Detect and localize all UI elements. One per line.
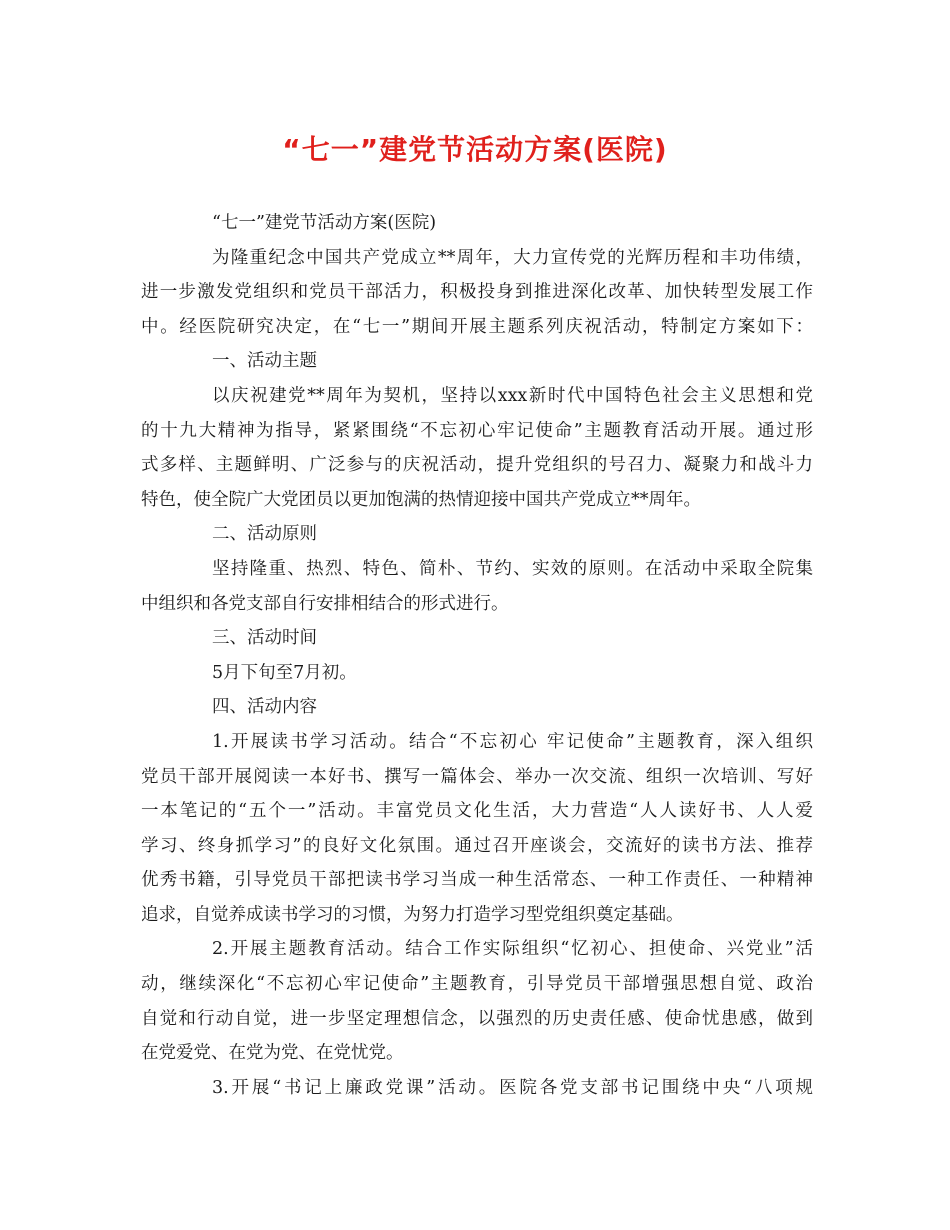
text-line: 追求，自觉养成读书学习的习惯，为努力打造学习型党组织奠定基础。 [141, 904, 684, 925]
text-line: 式多样、主题鲜明、广泛参与的庆祝活动，提升党组织的号召力、凝聚力和战斗力 [141, 455, 813, 476]
document-title: “七一”建党节活动方案(医院) [282, 133, 668, 166]
text-line: 为隆重纪念中国共产党成立**周年，大力宣传党的光辉历程和丰功伟绩， [212, 247, 813, 268]
text-line: 2.开展主题教育活动。结合工作实际组织“忆初心、担使命、兴党业”活 [212, 939, 813, 960]
text-line: 二、活动原则 [212, 524, 317, 545]
text-line: “七一”建党节活动方案(医院) [212, 213, 437, 233]
text-line: 四、活动内容 [212, 697, 317, 718]
document-body [141, 206, 813, 1105]
text-line: 1.开展读书学习活动。结合“不忘初心 牢记使命”主题教育，深入组织 [212, 731, 813, 752]
text-line: 动，继续深化“不忘初心牢记使命”主题教育，引导党员干部增强思想自觉、政治 [141, 974, 813, 995]
text-line: 优秀书籍，引导党员干部把读书学习当成一种生活常态、一种工作责任、一种精神 [141, 870, 813, 891]
text-line: 自觉和行动自觉，进一步坚定理想信念，以强烈的历史责任感、使命忧患感，做到 [141, 1008, 813, 1029]
text-line: 在党爱党、在党为党、在党忧党。 [141, 1043, 404, 1064]
text-line: 坚持隆重、热烈、特色、简朴、节约、实效的原则。在活动中采取全院集 [212, 558, 813, 579]
text-line: 5月下旬至7月初。 [212, 662, 357, 683]
text-line: 学习、终身抓学习”的良好文化氛围。通过召开座谈会，交流好的读书方法、推荐 [141, 835, 813, 856]
text-line: 一本笔记的“五个一”活动。丰富党员文化生活，大力营造“人人读好书、人人爱 [141, 801, 813, 822]
text-line: 三、活动时间 [212, 628, 317, 649]
text-line: 进一步激发党组织和党员干部活力，积极投身到推进深化改革、加快转型发展工作 [141, 282, 813, 303]
text-line: 中。经医院研究决定，在“七一”期间开展主题系列庆祝活动，特制定方案如下： [141, 316, 813, 337]
text-line: 3.开展“书记上廉政党课”活动。医院各党支部书记围绕中央“八项规 [212, 1077, 813, 1098]
text-line: 特色，使全院广大党团员以更加饱满的热情迎接中国共产党成立**周年。 [141, 489, 701, 510]
text-line: 中组织和各党支部自行安排相结合的形式进行。 [141, 593, 509, 614]
text-line: 一、活动主题 [212, 351, 317, 372]
text-line: 党员干部开展阅读一本好书、撰写一篇体会、举办一次交流、组织一次培训、写好 [141, 766, 813, 787]
text-line: 的十九大精神为指导，紧紧围绕“不忘初心牢记使命”主题教育活动开展。通过形 [141, 420, 813, 441]
text-line: 以庆祝建党**周年为契机，坚持以xxx新时代中国特色社会主义思想和党 [212, 385, 813, 406]
